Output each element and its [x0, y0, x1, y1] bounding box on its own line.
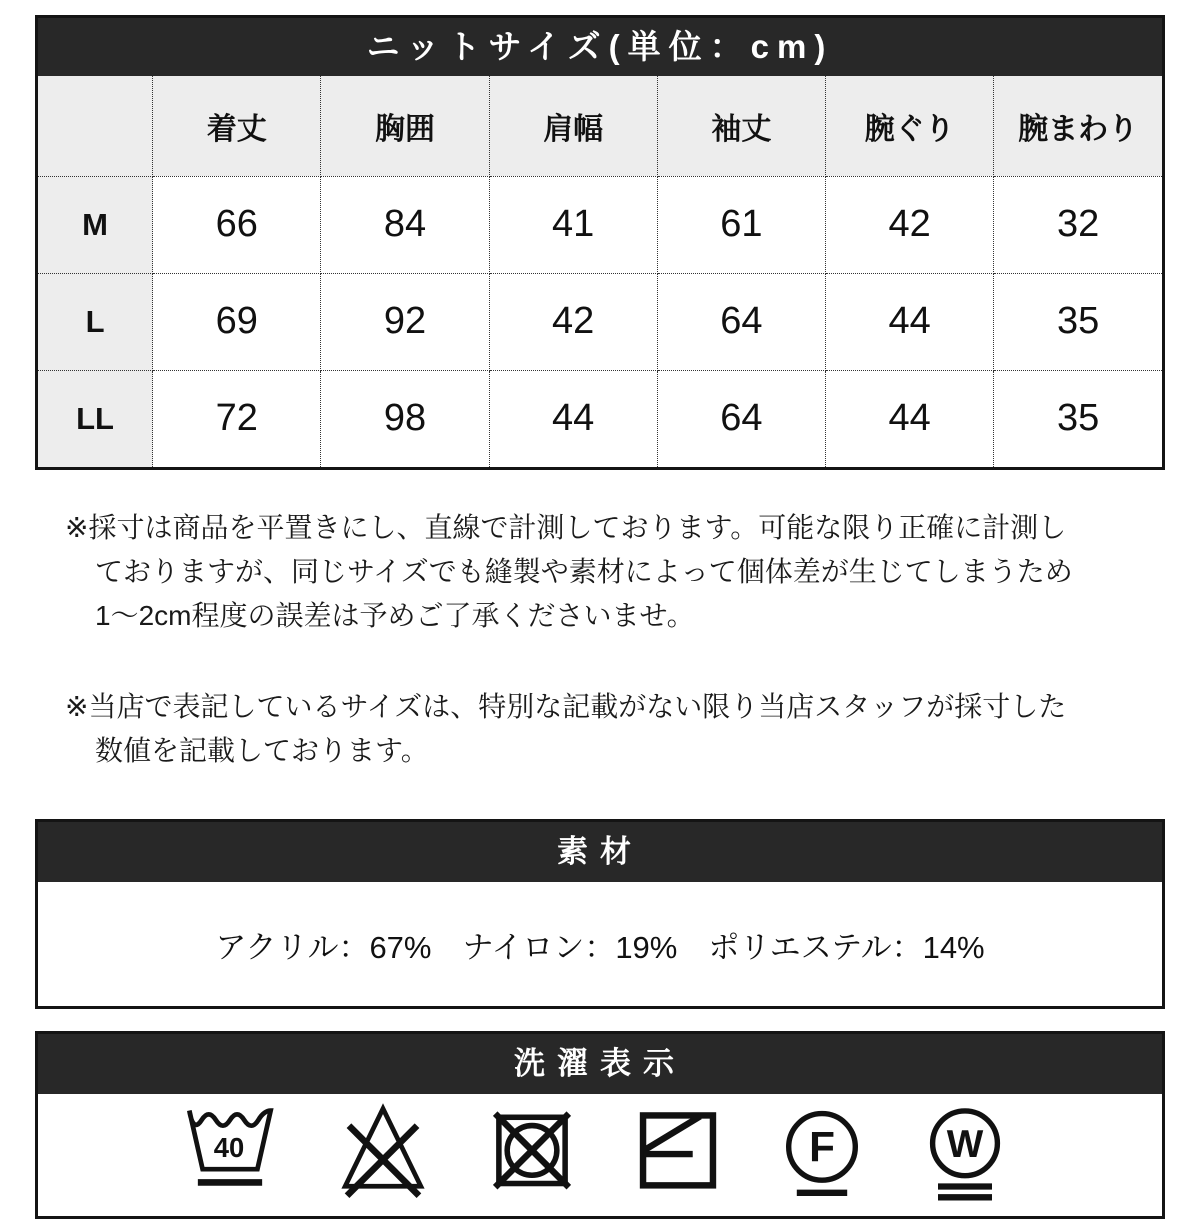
size-label-m: M [38, 176, 153, 273]
laundry-section [35, 1031, 1165, 1219]
cell-ll-armhole: 44 [826, 370, 994, 467]
cell-m-shoulder: 41 [489, 176, 657, 273]
laundry-title: 洗濯表示 [38, 1034, 1162, 1094]
note-staff-measured [65, 685, 1135, 773]
cell-l-chest: 92 [321, 273, 489, 370]
size-label-ll: LL [38, 370, 153, 467]
svg-text:F: F [808, 1123, 835, 1171]
do-not-bleach-icon [333, 1103, 433, 1207]
column-header-sleeve: 袖丈 [657, 76, 825, 176]
cell-m-sleeve: 61 [657, 176, 825, 273]
wash-40-mild-icon [180, 1103, 280, 1207]
note-measurement-accuracy [65, 506, 1135, 639]
cell-l-sleeve: 64 [657, 273, 825, 370]
do-not-tumble-dry-icon [486, 1103, 578, 1207]
cell-l-length: 69 [153, 273, 321, 370]
cell-ll-length: 72 [153, 370, 321, 467]
measurement-notes [35, 470, 1165, 773]
cell-l-shoulder: 42 [489, 273, 657, 370]
size-row-m [38, 176, 1162, 273]
note-line: ておりますが、同じサイズでも縫製や素材によって個体差が生じてしまうため [95, 556, 1073, 588]
column-header-shoulder: 肩幅 [489, 76, 657, 176]
column-header-arm-circumference: 腕まわり [994, 76, 1162, 176]
note-line: 1〜2cm程度の誤差は予めご了承くださいませ。 [95, 600, 695, 632]
column-header-length: 着丈 [153, 76, 321, 176]
column-header-chest: 胸囲 [321, 76, 489, 176]
note-line: ※当店で表記しているサイズは、特別な記載がない限り当店スタッフが採寸した [65, 690, 1067, 722]
size-chart-section [35, 15, 1165, 470]
cell-ll-arm-circumference: 35 [994, 370, 1162, 467]
cell-ll-shoulder: 44 [489, 370, 657, 467]
material-section [35, 819, 1165, 1009]
material-composition: アクリル：67% ナイロン：19% ポリエステル：14% [38, 882, 1162, 1006]
cell-m-arm-circumference: 32 [994, 176, 1162, 273]
cell-ll-sleeve: 64 [657, 370, 825, 467]
svg-text:40: 40 [213, 1132, 245, 1164]
cell-m-length: 66 [153, 176, 321, 273]
note-line: 数値を記載しております。 [95, 734, 429, 766]
corner-cell [38, 76, 153, 176]
column-header-armhole: 腕ぐり [826, 76, 994, 176]
size-table [38, 76, 1162, 467]
size-table-header-row [38, 76, 1162, 176]
note-line: ※採寸は商品を平置きにし、直線で計測しております。可能な限り正確に計測し [65, 512, 1067, 543]
cell-m-chest: 84 [321, 176, 489, 273]
size-row-l [38, 273, 1162, 370]
size-row-ll [38, 370, 1162, 467]
size-chart-title: ニットサイズ(単位：cm) [38, 18, 1162, 76]
laundry-icons-row [38, 1094, 1162, 1216]
size-label-l: L [38, 273, 153, 370]
svg-text:W: W [946, 1122, 984, 1166]
cell-l-arm-circumference: 35 [994, 273, 1162, 370]
dry-clean-f-mild-icon [777, 1103, 867, 1207]
cell-ll-chest: 98 [321, 370, 489, 467]
cell-m-armhole: 42 [826, 176, 994, 273]
wet-clean-w-very-mild-icon [920, 1103, 1010, 1207]
dry-flat-in-shade-icon [632, 1103, 724, 1207]
cell-l-armhole: 44 [826, 273, 994, 370]
material-title: 素材 [38, 822, 1162, 882]
